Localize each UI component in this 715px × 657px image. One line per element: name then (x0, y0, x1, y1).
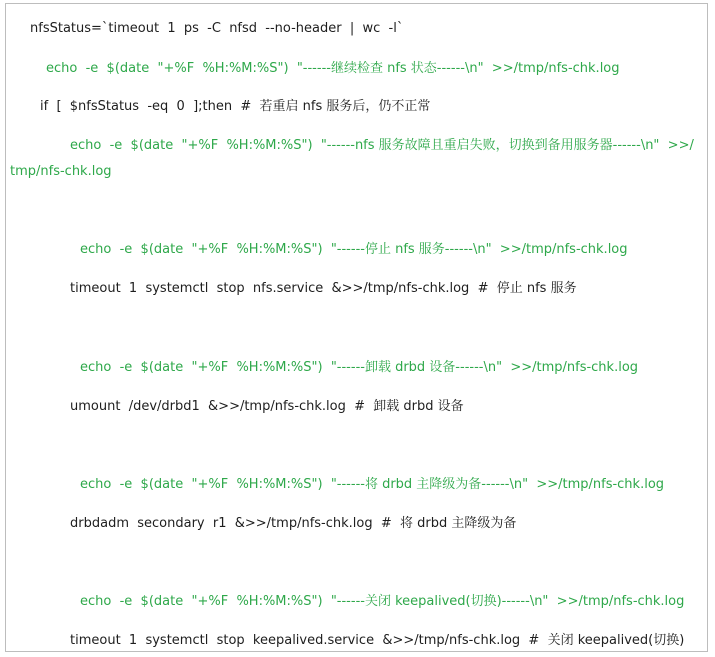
code-line-echo-demote: echo -e $(date "+%F %H:%M:%S") "------将 drbd 主降级为备------\n" >>/tmp/nfs-chk.log (80, 477, 665, 492)
code-line-echo-keepalived: echo -e $(date "+%F %H:%M:%S") "------关闭 keepalived(切换)------\n" >>/tmp/nfs-chk.log (80, 594, 685, 609)
code-line-echo-umount: echo -e $(date "+%F %H:%M:%S") "------卸载 drbd 设备------\n" >>/tmp/nfs-chk.log (80, 360, 639, 375)
code-line-echo-stop-nfs: echo -e $(date "+%F %H:%M:%S") "------停止 nfs 服务------\n" >>/tmp/nfs-chk.log (80, 242, 628, 257)
code-line-stop-nfs: timeout 1 systemctl stop nfs.service &>>/tmp/nfs-chk.log # 停止 nfs 服务 (70, 281, 577, 296)
code-snippet-frame (5, 3, 708, 652)
code-line-nfs-status: nfsStatus=`timeout 1 ps -C nfsd --no-header | wc -l` (30, 21, 404, 36)
code-line-stop-keepalived: timeout 1 systemctl stop keepalived.service &>>/tmp/nfs-chk.log # 关闭 keepalived(切换) (70, 633, 685, 648)
code-line-demote: drbdadm secondary r1 &>>/tmp/nfs-chk.log # 将 drbd 主降级为备 (70, 516, 517, 531)
code-line-umount: umount /dev/drbd1 &>>/tmp/nfs-chk.log # 卸载 drbd 设备 (70, 399, 464, 414)
code-line-if-status: if [ $nfsStatus -eq 0 ];then # 若重启 nfs 服务后，仍不正常 (40, 99, 431, 114)
code-line-echo-check: echo -e $(date "+%F %H:%M:%S") "------继续检查 nfs 状态------\n" >>/tmp/nfs-chk.log (46, 61, 620, 76)
code-line-echo-failover: echo -e $(date "+%F %H:%M:%S") "------nfs 服务故障且重启失败，切换到备用服务器------\n" >>/ (70, 138, 694, 153)
code-line-echo-failover-wrap: tmp/nfs-chk.log (10, 164, 112, 179)
